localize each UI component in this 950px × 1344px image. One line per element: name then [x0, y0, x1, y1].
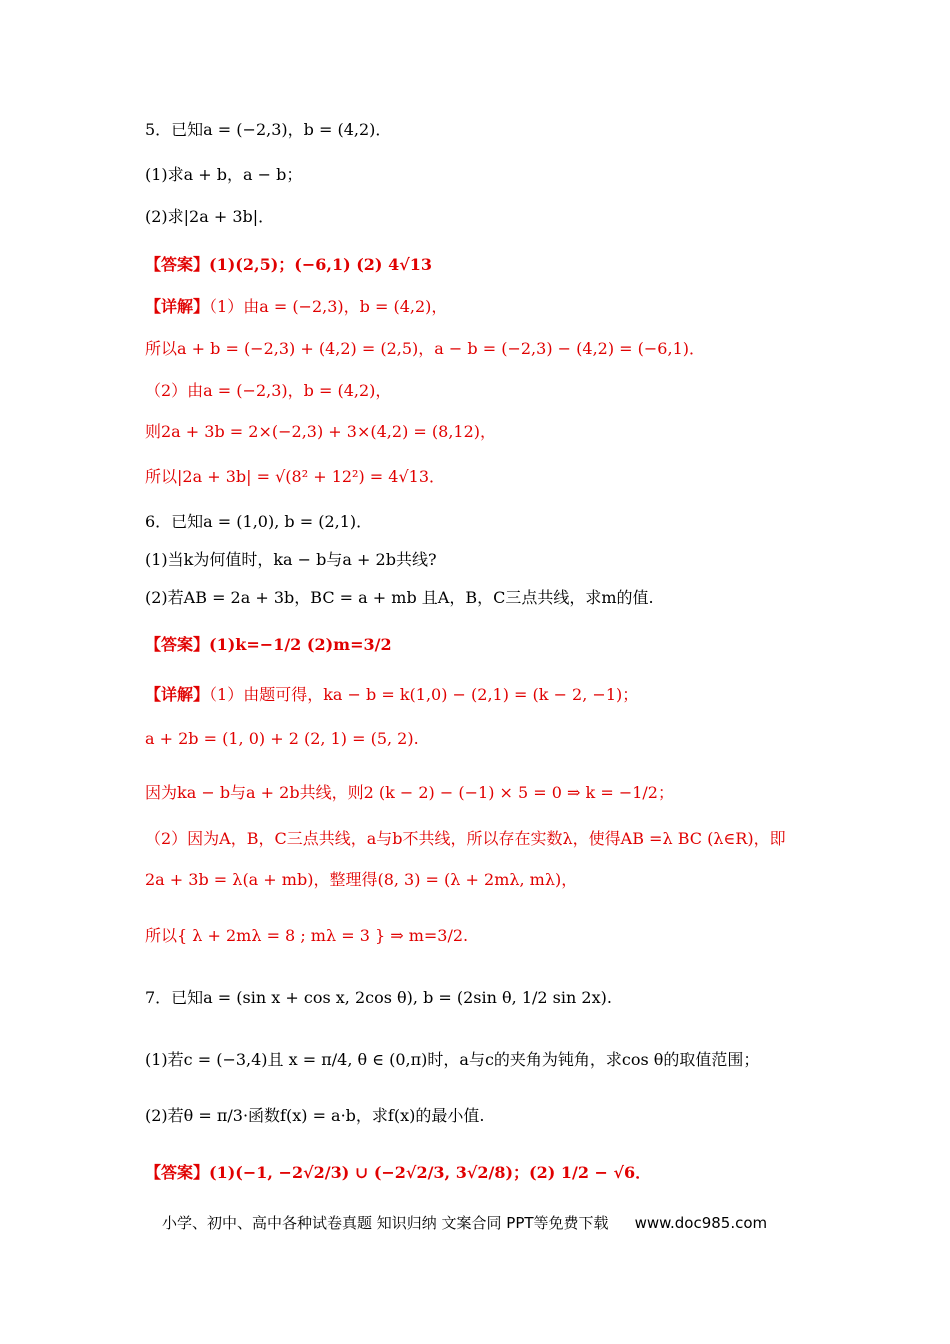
answer-body: (1)(−1, −2√2/3) ∪ (−2√2/3, 3√2/8)；(2) 1/2 − √6．: [209, 1163, 652, 1182]
q7-part2: (2)若θ = π/3·函数f(x) = a·b，求f(x)的最小值.: [145, 1106, 485, 1125]
q5-detail-4: 则2a + 3b = 2×(−2,3) + 3×(4,2) = (8,12)，: [145, 422, 497, 441]
q6-detail-4: （2）因为A，B，C三点共线，a与b不共线，所以存在实数λ，使得AB =λ BC (λ∈R)，即: [145, 829, 786, 848]
q5-stem: 5．已知a = (−2,3)，b = (4,2)．: [145, 120, 392, 139]
q5-part2: (2)求|2a + 3b|．: [145, 207, 275, 226]
q7-stem: 7．已知a = (sin x + cos x, 2cos θ), b = (2sin θ, 1/2 sin 2x).: [145, 988, 612, 1007]
q5-detail-2: 所以a + b = (−2,3) + (4,2) = (2,5)，a − b = (−2,3) − (4,2) = (−6,1)．: [145, 339, 705, 358]
detail-tag: 【详解】: [145, 297, 210, 316]
q5-answer: [145, 254, 432, 276]
q6-part1: (1)当k为何值时，ka − b与a + 2b共线?: [145, 550, 437, 569]
q7-part1: (1)若c = (−3,4)且 x = π/4, θ ∈ (0,π)时，a与c的夹角为钝角，求cos θ的取值范围；: [145, 1050, 760, 1069]
footer-url[interactable]: www.doc985.com: [634, 1214, 768, 1232]
answer-tag: 【答案】: [145, 635, 210, 654]
detail-tag: 【详解】: [145, 685, 210, 704]
q6-answer: [145, 634, 392, 656]
q5-part1: (1)求a + b，a − b；: [145, 165, 303, 184]
answer-body: (1)(2,5)；(−6,1) (2) 4√13: [209, 255, 432, 274]
answer-tag: 【答案】: [145, 1163, 210, 1182]
q5-detail-5: 所以|2a + 3b| = √(8² + 12²) = 4√13．: [145, 467, 446, 486]
q6-detail-6: 所以{ λ + 2mλ = 8 ; mλ = 3 } ⇒ m=3/2.: [145, 926, 469, 945]
q5-detail-3: （2）由a = (−2,3)，b = (4,2)，: [145, 381, 392, 400]
q5-detail-1: [145, 296, 447, 318]
q6-detail-5: 2a + 3b = λ(a + mb)，整理得(8, 3) = (λ + 2mλ, mλ)，: [145, 870, 578, 889]
q6-detail-1: [145, 684, 638, 706]
q6-detail-3: 因为ka − b与a + 2b共线，则2 (k − 2) − (−1) × 5 = 0 ⇒ k = −1/2；: [145, 783, 674, 802]
footer-text: 小学、初中、高中各种试卷真题 知识归纳 文案合同 PPT等免费下载: [162, 1214, 609, 1232]
q7-answer: [145, 1162, 651, 1184]
answer-tag: 【答案】: [145, 255, 210, 274]
answer-body: (1)k=−1/2 (2)m=3/2: [209, 635, 392, 654]
q6-stem: 6．已知a = (1,0), b = (2,1)．: [145, 512, 373, 531]
q6-part2: (2)若AB = 2a + 3b，BC = a + mb 且A，B，C三点共线，求m的值.: [145, 588, 654, 607]
detail-text: （1）由a = (−2,3)，b = (4,2)，: [209, 297, 448, 316]
detail-text: （1）由题可得，ka − b = k(1,0) − (2,1) = (k − 2, −1)；: [209, 685, 639, 704]
footer: [162, 1212, 767, 1233]
q6-detail-2: a + 2b = (1, 0) + 2 (2, 1) = (5, 2).: [145, 729, 419, 748]
